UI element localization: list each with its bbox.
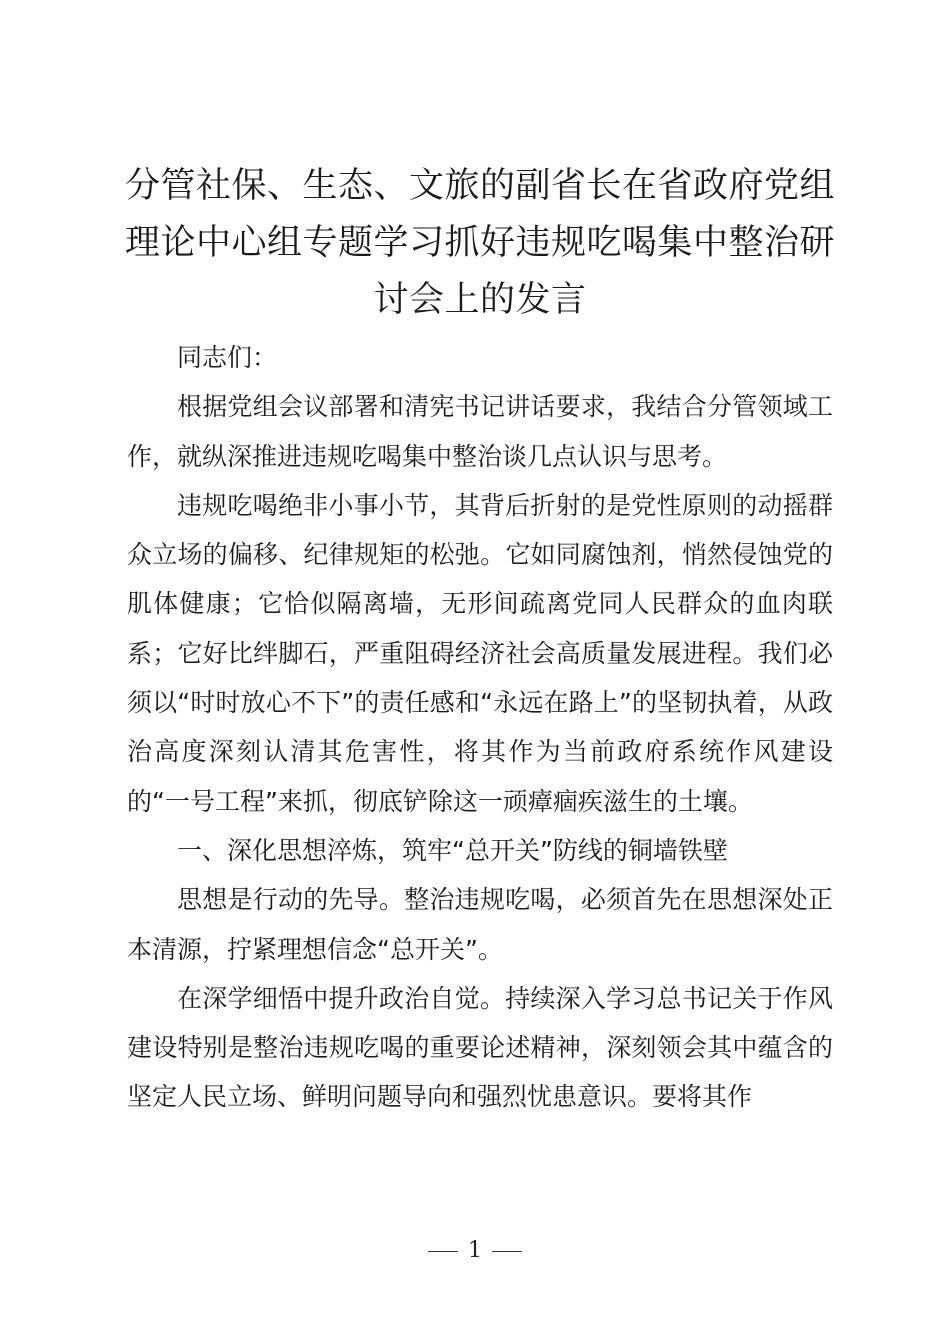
paragraph: 根据党组会议部署和清宪书记讲话要求，我结合分管领域工作，就纵深推进违规吃喝集中整治谈几点认识与思考。 [127,392,833,471]
footer-dash-left [428,1251,458,1252]
document-title: 分管社保、生态、文旅的副省长在省政府党组理论中心组专题学习抓好违规吃喝集中整治研讨会上的发言 [124,166,835,320]
page-number: 1 [468,1238,482,1263]
paragraph: 在深学细悟中提升政治自觉。持续深入学习总书记关于作风建设特别是整治违规吃喝的重要论述精神，深刻领会其中蕴含的坚定人民立场、鲜明问题导向和强烈忧患意识。要将其作 [127,983,833,1112]
salutation: 同志们： [177,343,278,372]
page-footer [0,1238,950,1263]
paragraph: 违规吃喝绝非小事小节，其背后折射的是党性原则的动摇群众立场的偏移、纪律规矩的松弛。它如同腐蚀剂，悄然侵蚀党的肌体健康；它恰似隔离墙，无形间疏离党同人民群众的血肉联系；它好比绊脚石，严重阻碍经济社会高质量发展进程。我们必须以“时时放心不下”的责任感和“永远在路上”的坚韧执着，从政治高度深刻认清其危害性，将其作为当前政府系统作风建设的“一号工程”来抓，彻底铲除这一顽瘴痼疾滋生的土壤。 [127,490,833,816]
document-body [127,333,833,1122]
section-heading: 一、深化思想淬炼，筑牢“总开关”防线的铜墙铁壁 [177,835,728,865]
footer-dash-right [492,1251,522,1252]
paragraph: 思想是行动的先导。整治违规吃喝，必须首先在思想深处正本清源，拧紧理想信念“总开关”。 [127,885,833,964]
